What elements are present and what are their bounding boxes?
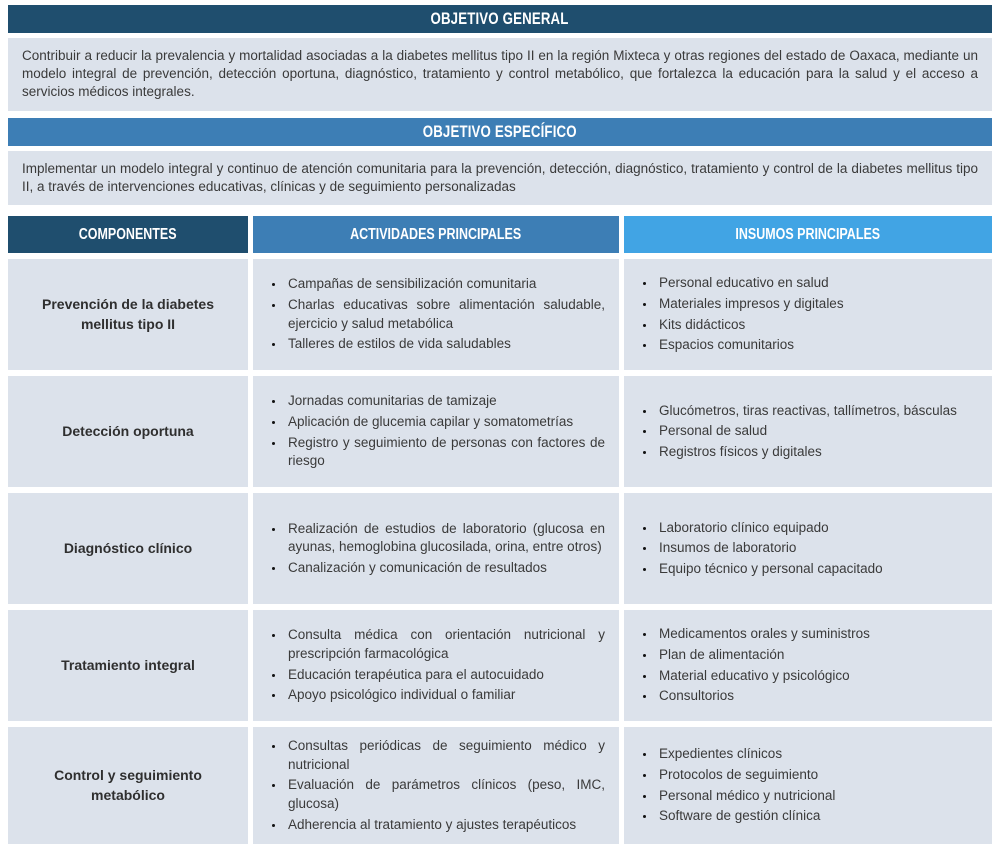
bullet-item: • Charlas educativas sobre alimentación saludable, ejercicio y salud metabólica bbox=[285, 296, 605, 333]
inputs-cell bbox=[624, 376, 992, 487]
bullet-item: • Material educativo y psicológico bbox=[656, 667, 978, 686]
inputs-cell bbox=[624, 493, 992, 604]
inputs-cell bbox=[624, 610, 992, 721]
bullet-item: • Expedientes clínicos bbox=[656, 745, 978, 764]
objetivo-general-text: Contribuir a reducir la prevalencia y mortalidad asociadas a la diabetes mellitus tipo II en la región Mixteca y otras regiones del estado de Oaxaca, mediante un modelo integral de prevención, detección oportuna, diagnóstico, tratamiento y control metabólico, que fortalezca la educación para la salud y el acceso a servicios médicos integrales. bbox=[8, 38, 992, 111]
bullet-item: • Consulta médica con orientación nutricional y prescripción farmacológica bbox=[285, 626, 605, 663]
objetivo-especifico-title: OBJETIVO ESPECÍFICO bbox=[422, 121, 577, 141]
inputs-list bbox=[630, 623, 978, 708]
bullet-item: • Software de gestión clínica bbox=[656, 807, 978, 826]
activities-list bbox=[259, 390, 605, 473]
bullet-item: • Aplicación de glucemia capilar y somatometrías bbox=[285, 413, 605, 432]
bullet-item: • Glucómetros, tiras reactivas, tallímetros, básculas bbox=[656, 402, 978, 421]
bullet-item: • Registro y seguimiento de personas con factores de riesgo bbox=[285, 434, 605, 471]
activities-list bbox=[259, 518, 605, 580]
inputs-list bbox=[630, 743, 978, 828]
component-name-cell: Control y seguimiento metabólico bbox=[8, 727, 248, 844]
activities-cell bbox=[253, 376, 619, 487]
bullet-item: • Protocolos de seguimiento bbox=[656, 766, 978, 785]
bullet-item: • Consultorios bbox=[656, 687, 978, 706]
bullet-item: • Realización de estudios de laboratorio (glucosa en ayunas, hemoglobina glucosilada, orina, entre otros) bbox=[285, 520, 605, 557]
bullet-item: • Evaluación de parámetros clínicos (peso, IMC, glucosa) bbox=[285, 776, 605, 813]
inputs-list bbox=[630, 400, 978, 464]
bullet-item: • Materiales impresos y digitales bbox=[656, 295, 978, 314]
column-header-actividades-label: ACTIVIDADES PRINCIPALES bbox=[350, 225, 522, 243]
column-header-componentes bbox=[8, 216, 248, 253]
bullet-item: • Registros físicos y digitales bbox=[656, 443, 978, 462]
inputs-list bbox=[630, 517, 978, 581]
bullet-item: • Adherencia al tratamiento y ajustes terapéuticos bbox=[285, 816, 605, 835]
column-header-insumos bbox=[624, 216, 992, 253]
activities-cell bbox=[253, 610, 619, 721]
objetivo-especifico-text: Implementar un modelo integral y continuo de atención comunitaria para la prevención, detección, diagnóstico, tratamiento y control de la diabetes mellitus tipo II, a través de intervenciones educativas, clínicas y de seguimiento personalizadas bbox=[8, 151, 992, 205]
inputs-list bbox=[630, 272, 978, 357]
bullet-item: • Equipo técnico y personal capacitado bbox=[656, 560, 978, 579]
component-name-cell: Prevención de la diabetes mellitus tipo II bbox=[8, 259, 248, 370]
activities-list bbox=[259, 273, 605, 356]
bullet-item: • Personal educativo en salud bbox=[656, 274, 978, 293]
bullet-item: • Jornadas comunitarias de tamizaje bbox=[285, 392, 605, 411]
bullet-item: • Consultas periódicas de seguimiento médico y nutricional bbox=[285, 737, 605, 774]
bullet-item: • Personal de salud bbox=[656, 422, 978, 441]
activities-cell bbox=[253, 259, 619, 370]
bullet-item: • Insumos de laboratorio bbox=[656, 539, 978, 558]
bullet-item: • Espacios comunitarios bbox=[656, 336, 978, 355]
activities-cell bbox=[253, 727, 619, 844]
section-header-objetivo-general bbox=[8, 5, 992, 33]
component-name-cell: Diagnóstico clínico bbox=[8, 493, 248, 604]
components-table bbox=[8, 216, 992, 844]
bullet-item: • Educación terapéutica para el autocuidado bbox=[285, 666, 605, 685]
column-header-actividades bbox=[253, 216, 619, 253]
component-name-cell: Detección oportuna bbox=[8, 376, 248, 487]
bullet-item: • Campañas de sensibilización comunitaria bbox=[285, 275, 605, 294]
objetivo-general-title: OBJETIVO GENERAL bbox=[430, 9, 570, 28]
column-header-componentes-label: COMPONENTES bbox=[79, 225, 177, 243]
bullet-item: • Apoyo psicológico individual o familiar bbox=[285, 686, 605, 705]
component-name-cell: Tratamiento integral bbox=[8, 610, 248, 721]
bullet-item: • Canalización y comunicación de resultados bbox=[285, 559, 605, 578]
activities-list bbox=[259, 735, 605, 836]
inputs-cell bbox=[624, 727, 992, 844]
column-header-insumos-label: INSUMOS PRINCIPALES bbox=[735, 225, 881, 243]
bullet-item: • Laboratorio clínico equipado bbox=[656, 519, 978, 538]
section-header-objetivo-especifico bbox=[8, 118, 992, 146]
bullet-item: • Kits didácticos bbox=[656, 316, 978, 335]
bullet-item: • Medicamentos orales y suministros bbox=[656, 625, 978, 644]
bullet-item: • Personal médico y nutricional bbox=[656, 787, 978, 806]
activities-list bbox=[259, 624, 605, 707]
bullet-item: • Plan de alimentación bbox=[656, 646, 978, 665]
activities-cell bbox=[253, 493, 619, 604]
bullet-item: • Talleres de estilos de vida saludables bbox=[285, 335, 605, 354]
inputs-cell bbox=[624, 259, 992, 370]
